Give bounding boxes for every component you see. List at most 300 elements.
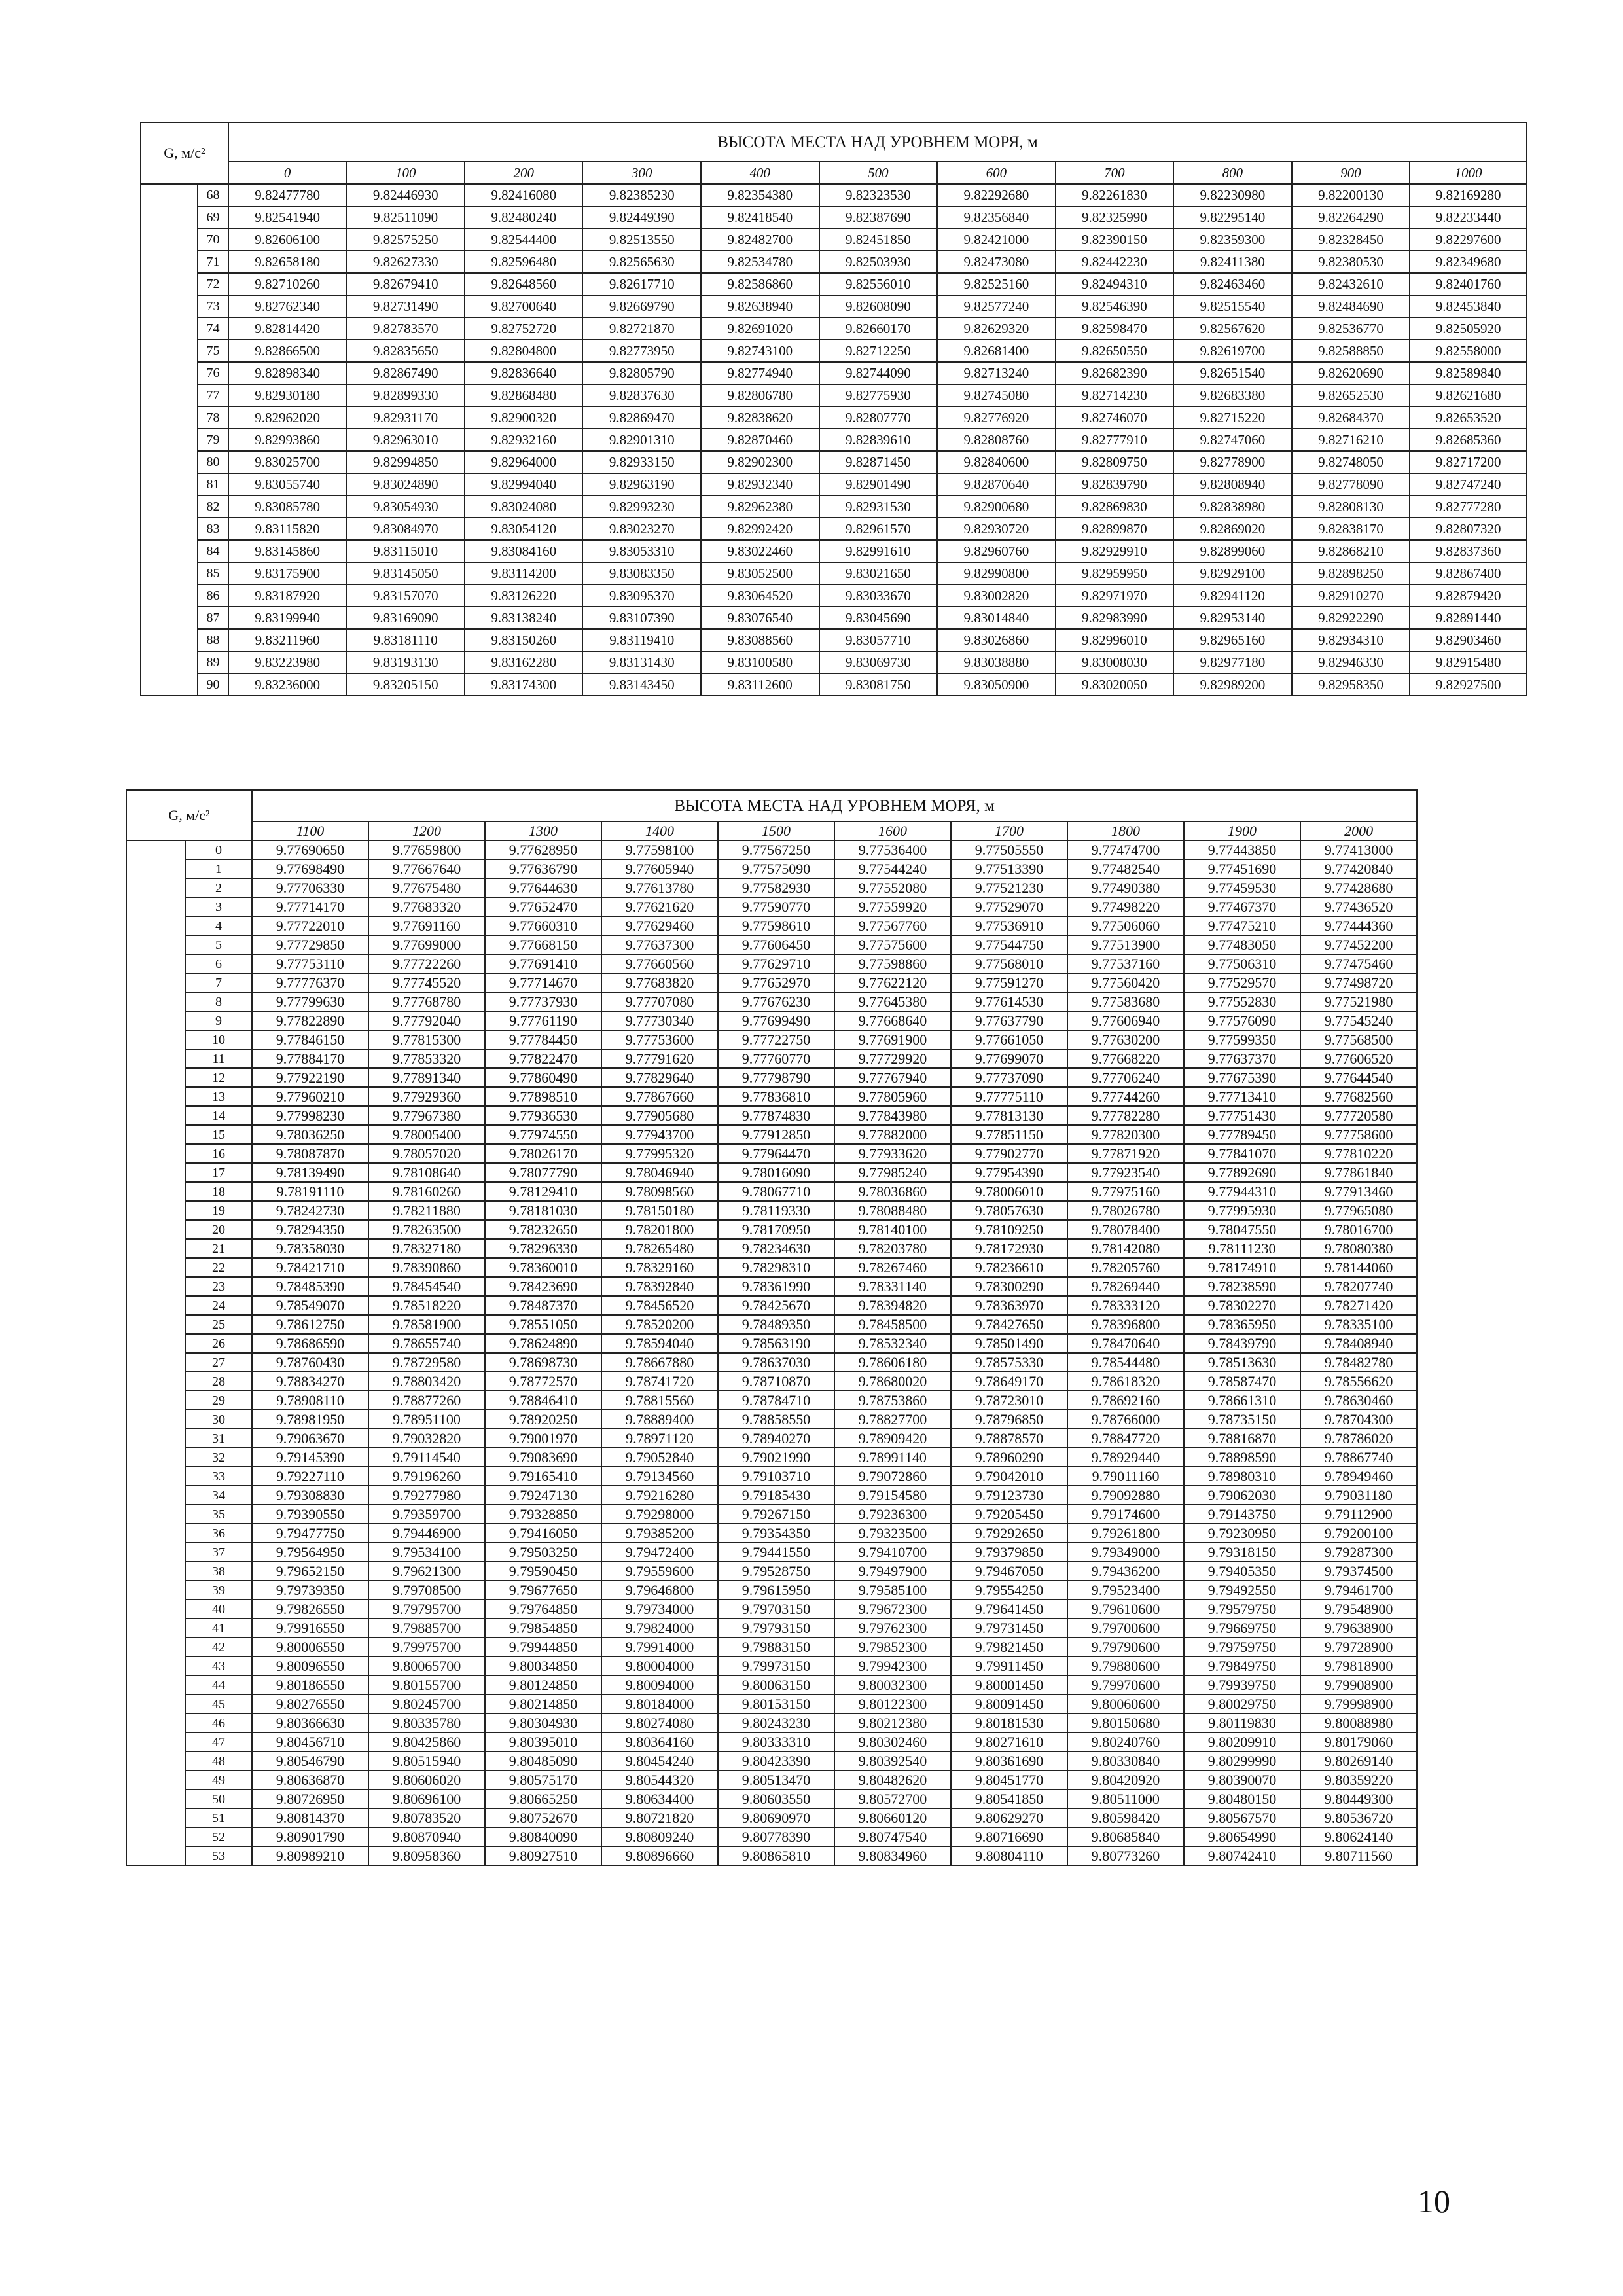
value-cell: 9.77722010	[252, 916, 368, 935]
value-cell: 9.78267460	[834, 1258, 951, 1277]
value-cell: 9.82839610	[819, 429, 938, 451]
value-cell: 9.80330840	[1067, 1751, 1184, 1770]
value-cell: 9.79503250	[485, 1543, 601, 1562]
value-cell: 9.82385230	[582, 184, 701, 206]
table-row	[126, 1732, 1417, 1751]
value-cell: 9.82453840	[1410, 295, 1527, 317]
value-cell: 9.79292650	[951, 1524, 1067, 1543]
value-cell: 9.77813130	[951, 1106, 1067, 1125]
value-cell: 9.82684370	[1292, 406, 1410, 429]
value-cell: 9.82992420	[701, 518, 819, 540]
latitude-cell: 23	[185, 1277, 252, 1296]
value-cell: 9.78686590	[252, 1334, 368, 1353]
value-cell: 9.79852300	[834, 1638, 951, 1657]
value-cell: 9.82778900	[1173, 451, 1292, 473]
table-row	[141, 295, 1527, 317]
table-row	[126, 1106, 1417, 1125]
value-cell: 9.78612750	[252, 1315, 368, 1334]
value-cell: 9.82941120	[1173, 584, 1292, 607]
value-cell: 9.78858550	[718, 1410, 834, 1429]
value-cell: 9.80896660	[601, 1846, 718, 1865]
value-cell: 9.83022460	[701, 540, 819, 562]
value-cell: 9.77784450	[485, 1030, 601, 1049]
value-cell: 9.77965080	[1300, 1201, 1417, 1220]
height-title: ВЫСОТА МЕСТА НАД УРОВНЕМ МОРЯ, м	[252, 790, 1417, 821]
value-cell: 9.77529570	[1184, 973, 1300, 992]
latitude-cell: 36	[185, 1524, 252, 1543]
value-cell: 9.77810220	[1300, 1144, 1417, 1163]
value-cell: 9.80989210	[252, 1846, 368, 1865]
latitude-cell: 38	[185, 1562, 252, 1581]
value-cell: 9.82804800	[465, 340, 583, 362]
value-cell: 9.80840090	[485, 1827, 601, 1846]
value-cell: 9.77729850	[252, 935, 368, 954]
value-cell: 9.80870940	[368, 1827, 485, 1846]
value-cell: 9.82752720	[465, 317, 583, 340]
latitude-cell: 78	[198, 406, 228, 429]
value-cell: 9.82746070	[1056, 406, 1174, 429]
heights-row	[141, 162, 1527, 184]
value-cell: 9.79390550	[252, 1505, 368, 1524]
value-cell: 9.82390150	[1056, 228, 1174, 251]
value-cell: 9.78271420	[1300, 1296, 1417, 1315]
value-cell: 9.82416080	[465, 184, 583, 206]
latitude-cell: 42	[185, 1638, 252, 1657]
value-cell: 9.77761190	[485, 1011, 601, 1030]
value-cell: 9.82418540	[701, 206, 819, 228]
latitude-cell: 47	[185, 1732, 252, 1751]
value-cell: 9.82546390	[1056, 295, 1174, 317]
table-row	[126, 1429, 1417, 1448]
value-cell: 9.82681400	[937, 340, 1056, 362]
value-cell: 9.79824000	[601, 1619, 718, 1638]
value-cell: 9.79114540	[368, 1448, 485, 1467]
table-row	[126, 859, 1417, 878]
height-header: 0	[228, 162, 347, 184]
value-cell: 9.82805790	[582, 362, 701, 384]
value-cell: 9.78981950	[252, 1410, 368, 1429]
value-cell: 9.80606020	[368, 1770, 485, 1789]
value-cell: 9.78556620	[1300, 1372, 1417, 1391]
value-cell: 9.77652470	[485, 897, 601, 916]
value-cell: 9.80276550	[252, 1695, 368, 1713]
value-cell: 9.79731450	[951, 1619, 1067, 1638]
value-cell: 9.77443850	[1184, 840, 1300, 859]
value-cell: 9.80773260	[1067, 1846, 1184, 1865]
value-cell: 9.78172930	[951, 1239, 1067, 1258]
value-cell: 9.78470640	[1067, 1334, 1184, 1353]
value-cell: 9.78741720	[601, 1372, 718, 1391]
value-cell: 9.79914000	[601, 1638, 718, 1657]
value-cell: 9.82837360	[1410, 540, 1527, 562]
value-cell: 9.82620690	[1292, 362, 1410, 384]
value-cell: 9.82963190	[582, 473, 701, 495]
latitude-cell: 80	[198, 451, 228, 473]
table-row	[126, 1770, 1417, 1789]
value-cell: 9.83107390	[582, 607, 701, 629]
value-cell: 9.78098560	[601, 1182, 718, 1201]
value-cell: 9.77714670	[485, 973, 601, 992]
value-cell: 9.80032300	[834, 1676, 951, 1695]
value-cell: 9.77698490	[252, 859, 368, 878]
value-cell: 9.78111230	[1184, 1239, 1300, 1258]
value-cell: 9.77874830	[718, 1106, 834, 1125]
value-cell: 9.78520200	[601, 1315, 718, 1334]
value-cell: 9.78898590	[1184, 1448, 1300, 1467]
value-cell: 9.78772570	[485, 1372, 601, 1391]
value-cell: 9.77552080	[834, 878, 951, 897]
value-cell: 9.79497900	[834, 1562, 951, 1581]
value-cell: 9.79032820	[368, 1429, 485, 1448]
value-cell: 9.77467370	[1184, 897, 1300, 916]
value-cell: 9.82463460	[1173, 273, 1292, 295]
value-cell: 9.78458500	[834, 1315, 951, 1334]
value-cell: 9.77690650	[252, 840, 368, 859]
value-cell: 9.78080380	[1300, 1239, 1417, 1258]
table-row	[126, 1789, 1417, 1808]
value-cell: 9.78940270	[718, 1429, 834, 1448]
value-cell: 9.80783520	[368, 1808, 485, 1827]
value-cell: 9.79063670	[252, 1429, 368, 1448]
value-cell: 9.83143450	[582, 673, 701, 696]
value-cell: 9.82932340	[701, 473, 819, 495]
value-cell: 9.82959950	[1056, 562, 1174, 584]
latitude-cell: 77	[198, 384, 228, 406]
value-cell: 9.77745520	[368, 973, 485, 992]
value-cell: 9.82777280	[1410, 495, 1527, 518]
table-row	[141, 384, 1527, 406]
value-cell: 9.82713240	[937, 362, 1056, 384]
value-cell: 9.83095370	[582, 584, 701, 607]
value-cell: 9.78971120	[601, 1429, 718, 1448]
value-cell: 9.82807320	[1410, 518, 1527, 540]
table-row	[126, 1125, 1417, 1144]
value-cell: 9.82866500	[228, 340, 347, 362]
value-cell: 9.78036860	[834, 1182, 951, 1201]
latitude-cell: 37	[185, 1543, 252, 1562]
value-cell: 9.78392840	[601, 1277, 718, 1296]
latitude-cell: 39	[185, 1581, 252, 1600]
value-cell: 9.82899060	[1173, 540, 1292, 562]
value-cell: 9.79793150	[718, 1619, 834, 1638]
height-header: 1700	[951, 821, 1067, 840]
value-cell: 9.79590450	[485, 1562, 601, 1581]
latitude-cell: 5	[185, 935, 252, 954]
value-cell: 9.79112900	[1300, 1505, 1417, 1524]
value-cell: 9.82511090	[346, 206, 465, 228]
value-cell: 9.82933150	[582, 451, 701, 473]
value-cell: 9.82971970	[1056, 584, 1174, 607]
value-cell: 9.82996010	[1056, 629, 1174, 651]
value-cell: 9.80304930	[485, 1713, 601, 1732]
table-row	[126, 1372, 1417, 1391]
value-cell: 9.79564950	[252, 1543, 368, 1562]
value-cell: 9.78909420	[834, 1429, 951, 1448]
latitude-cell: 34	[185, 1486, 252, 1505]
value-cell: 9.78487370	[485, 1296, 601, 1315]
value-cell: 9.79728900	[1300, 1638, 1417, 1657]
value-cell: 9.79764850	[485, 1600, 601, 1619]
value-cell: 9.77683320	[368, 897, 485, 916]
value-cell: 9.77898510	[485, 1087, 601, 1106]
value-cell: 9.77606450	[718, 935, 834, 954]
value-cell: 9.77475460	[1300, 954, 1417, 973]
value-cell: 9.78294350	[252, 1220, 368, 1239]
value-cell: 9.79021990	[718, 1448, 834, 1467]
value-cell: 9.77652970	[718, 973, 834, 992]
value-cell: 9.79703150	[718, 1600, 834, 1619]
value-cell: 9.78150180	[601, 1201, 718, 1220]
value-cell: 9.78329160	[601, 1258, 718, 1277]
value-cell: 9.77474700	[1067, 840, 1184, 859]
header-row	[141, 122, 1527, 162]
value-cell: 9.78265480	[601, 1239, 718, 1258]
value-cell: 9.78026780	[1067, 1201, 1184, 1220]
value-cell: 9.78929440	[1067, 1448, 1184, 1467]
value-cell: 9.79103710	[718, 1467, 834, 1486]
value-cell: 9.82629320	[937, 317, 1056, 340]
value-cell: 9.77428680	[1300, 878, 1417, 897]
table-row	[126, 1524, 1417, 1543]
value-cell: 9.77691900	[834, 1030, 951, 1049]
value-cell: 9.82991610	[819, 540, 938, 562]
value-cell: 9.77622120	[834, 973, 951, 992]
value-cell: 9.78753860	[834, 1391, 951, 1410]
value-cell: 9.80575170	[485, 1770, 601, 1789]
value-cell: 9.80654990	[1184, 1827, 1300, 1846]
value-cell: 9.82899870	[1056, 518, 1174, 540]
value-cell: 9.82891440	[1410, 607, 1527, 629]
height-header: 2000	[1300, 821, 1417, 840]
value-cell: 9.77892690	[1184, 1163, 1300, 1182]
value-cell: 9.77668220	[1067, 1049, 1184, 1068]
value-cell: 9.80515940	[368, 1751, 485, 1770]
value-cell: 9.80184000	[601, 1695, 718, 1713]
gravity-table-lower	[126, 789, 1418, 1866]
value-cell: 9.79318150	[1184, 1543, 1300, 1562]
value-cell: 9.82627330	[346, 251, 465, 273]
value-cell: 9.77995930	[1184, 1201, 1300, 1220]
value-cell: 9.82480240	[465, 206, 583, 228]
value-cell: 9.78951100	[368, 1410, 485, 1429]
table-row	[126, 1410, 1417, 1429]
value-cell: 9.78234630	[718, 1239, 834, 1258]
table-row	[141, 518, 1527, 540]
value-cell: 9.77606940	[1067, 1011, 1184, 1030]
value-cell: 9.80029750	[1184, 1695, 1300, 1713]
value-cell: 9.77630200	[1067, 1030, 1184, 1049]
value-cell: 9.80804110	[951, 1846, 1067, 1865]
value-cell: 9.78532340	[834, 1334, 951, 1353]
value-cell: 9.77420840	[1300, 859, 1417, 878]
table-row	[126, 1315, 1417, 1334]
value-cell: 9.83119410	[582, 629, 701, 651]
value-cell: 9.82901310	[582, 429, 701, 451]
value-cell: 9.82691020	[701, 317, 819, 340]
value-cell: 9.77798790	[718, 1068, 834, 1087]
value-cell: 9.77913460	[1300, 1182, 1417, 1201]
value-cell: 9.82868210	[1292, 540, 1410, 562]
value-cell: 9.82421000	[937, 228, 1056, 251]
value-cell: 9.78077790	[485, 1163, 601, 1182]
table-row	[141, 607, 1527, 629]
value-cell: 9.79277980	[368, 1486, 485, 1505]
value-cell: 9.78847720	[1067, 1429, 1184, 1448]
value-cell: 9.80814370	[252, 1808, 368, 1827]
value-cell: 9.78365950	[1184, 1315, 1300, 1334]
latitude-cell: 14	[185, 1106, 252, 1125]
value-cell: 9.80390070	[1184, 1770, 1300, 1789]
page-number: 10	[1418, 2183, 1450, 2219]
table-row	[126, 1467, 1417, 1486]
value-cell: 9.79042010	[951, 1467, 1067, 1486]
value-cell: 9.83026860	[937, 629, 1056, 651]
value-cell: 9.80088980	[1300, 1713, 1417, 1732]
height-header: 1000	[1410, 162, 1527, 184]
value-cell: 9.83236000	[228, 673, 347, 696]
value-cell: 9.78298310	[718, 1258, 834, 1277]
value-cell: 9.82679410	[346, 273, 465, 295]
value-cell: 9.79247130	[485, 1486, 601, 1505]
latitude-cell: 17	[185, 1163, 252, 1182]
value-cell: 9.78766000	[1067, 1410, 1184, 1429]
value-cell: 9.80726950	[252, 1789, 368, 1808]
table-row	[141, 406, 1527, 429]
value-cell: 9.79548900	[1300, 1600, 1417, 1619]
value-cell: 9.77706330	[252, 878, 368, 897]
value-cell: 9.80665250	[485, 1789, 601, 1808]
value-cell: 9.77964470	[718, 1144, 834, 1163]
value-cell: 9.82586860	[701, 273, 819, 295]
table-row	[126, 878, 1417, 897]
value-cell: 9.80094000	[601, 1676, 718, 1695]
value-cell: 9.82808940	[1173, 473, 1292, 495]
value-cell: 9.77637300	[601, 935, 718, 954]
value-cell: 9.77851150	[951, 1125, 1067, 1144]
value-cell: 9.82617710	[582, 273, 701, 295]
table-row	[126, 1600, 1417, 1619]
height-header: 1400	[601, 821, 718, 840]
value-cell: 9.77614530	[951, 992, 1067, 1011]
value-cell: 9.79354350	[718, 1524, 834, 1543]
value-cell: 9.77451690	[1184, 859, 1300, 878]
value-cell: 9.77545240	[1300, 1011, 1417, 1030]
value-cell: 9.83002820	[937, 584, 1056, 607]
value-cell: 9.77776370	[252, 973, 368, 992]
value-cell: 9.79849750	[1184, 1657, 1300, 1676]
value-cell: 9.83181110	[346, 629, 465, 651]
table-row	[126, 1163, 1417, 1182]
value-cell: 9.83131430	[582, 651, 701, 673]
value-cell: 9.77413000	[1300, 840, 1417, 859]
value-cell: 9.77591270	[951, 973, 1067, 992]
table-row	[141, 251, 1527, 273]
value-cell: 9.79287300	[1300, 1543, 1417, 1562]
table-row	[126, 1505, 1417, 1524]
value-cell: 9.80485090	[485, 1751, 601, 1770]
value-cell: 9.77753110	[252, 954, 368, 973]
table-row	[141, 629, 1527, 651]
value-cell: 9.78889400	[601, 1410, 718, 1429]
value-cell: 9.77676230	[718, 992, 834, 1011]
value-cell: 9.82658180	[228, 251, 347, 273]
value-cell: 9.82778090	[1292, 473, 1410, 495]
g-units-label: G, м/с²	[141, 122, 228, 184]
value-cell: 9.78067710	[718, 1182, 834, 1201]
value-cell: 9.77675480	[368, 878, 485, 897]
value-cell: 9.82323530	[819, 184, 938, 206]
latitude-cell: 3	[185, 897, 252, 916]
table-row	[126, 1182, 1417, 1201]
value-cell: 9.77829640	[601, 1068, 718, 1087]
value-cell: 9.82442230	[1056, 251, 1174, 273]
value-cell: 9.80511000	[1067, 1789, 1184, 1808]
value-cell: 9.77768780	[368, 992, 485, 1011]
value-cell: 9.82867490	[346, 362, 465, 384]
value-cell: 9.83038880	[937, 651, 1056, 673]
value-cell: 9.77791620	[601, 1049, 718, 1068]
value-cell: 9.82494310	[1056, 273, 1174, 295]
value-cell: 9.83076540	[701, 607, 819, 629]
table-row	[126, 992, 1417, 1011]
value-cell: 9.82774940	[701, 362, 819, 384]
table-row	[126, 1808, 1417, 1827]
value-cell: 9.77744260	[1067, 1087, 1184, 1106]
value-cell: 9.82870640	[937, 473, 1056, 495]
value-cell: 9.79554250	[951, 1581, 1067, 1600]
value-cell: 9.78026170	[485, 1144, 601, 1163]
value-cell: 9.80544320	[601, 1770, 718, 1789]
value-cell: 9.78211880	[368, 1201, 485, 1220]
value-cell: 9.78637030	[718, 1353, 834, 1372]
value-cell: 9.82931530	[819, 495, 938, 518]
value-cell: 9.78698730	[485, 1353, 601, 1372]
value-cell: 9.82349680	[1410, 251, 1527, 273]
value-cell: 9.77598610	[718, 916, 834, 935]
value-cell: 9.78361990	[718, 1277, 834, 1296]
value-cell: 9.80629270	[951, 1808, 1067, 1827]
value-cell: 9.78207740	[1300, 1277, 1417, 1296]
value-cell: 9.77943700	[601, 1125, 718, 1144]
value-cell: 9.79359700	[368, 1505, 485, 1524]
value-cell: 9.77758600	[1300, 1125, 1417, 1144]
value-cell: 9.78006010	[951, 1182, 1067, 1201]
value-cell: 9.83138240	[465, 607, 583, 629]
value-cell: 9.83025700	[228, 451, 347, 473]
value-cell: 9.79916550	[252, 1619, 368, 1638]
value-cell: 9.82930180	[228, 384, 347, 406]
value-cell: 9.79134560	[601, 1467, 718, 1486]
value-cell: 9.78170950	[718, 1220, 834, 1239]
value-cell: 9.78878570	[951, 1429, 1067, 1448]
value-cell: 9.77722750	[718, 1030, 834, 1049]
value-cell: 9.78242730	[252, 1201, 368, 1220]
value-cell: 9.77559920	[834, 897, 951, 916]
value-cell: 9.82927500	[1410, 673, 1527, 696]
latitude-cell: 51	[185, 1808, 252, 1827]
value-cell: 9.80181530	[951, 1713, 1067, 1732]
value-cell: 9.78908110	[252, 1391, 368, 1410]
value-cell: 9.82648560	[465, 273, 583, 295]
value-cell: 9.77629460	[601, 916, 718, 935]
value-cell: 9.77599350	[1184, 1030, 1300, 1049]
value-cell: 9.80006550	[252, 1638, 368, 1657]
value-cell: 9.82964000	[465, 451, 583, 473]
latitude-cell: 43	[185, 1657, 252, 1676]
latitude-cell: 12	[185, 1068, 252, 1087]
value-cell: 9.79998900	[1300, 1695, 1417, 1713]
value-cell: 9.78360010	[485, 1258, 601, 1277]
